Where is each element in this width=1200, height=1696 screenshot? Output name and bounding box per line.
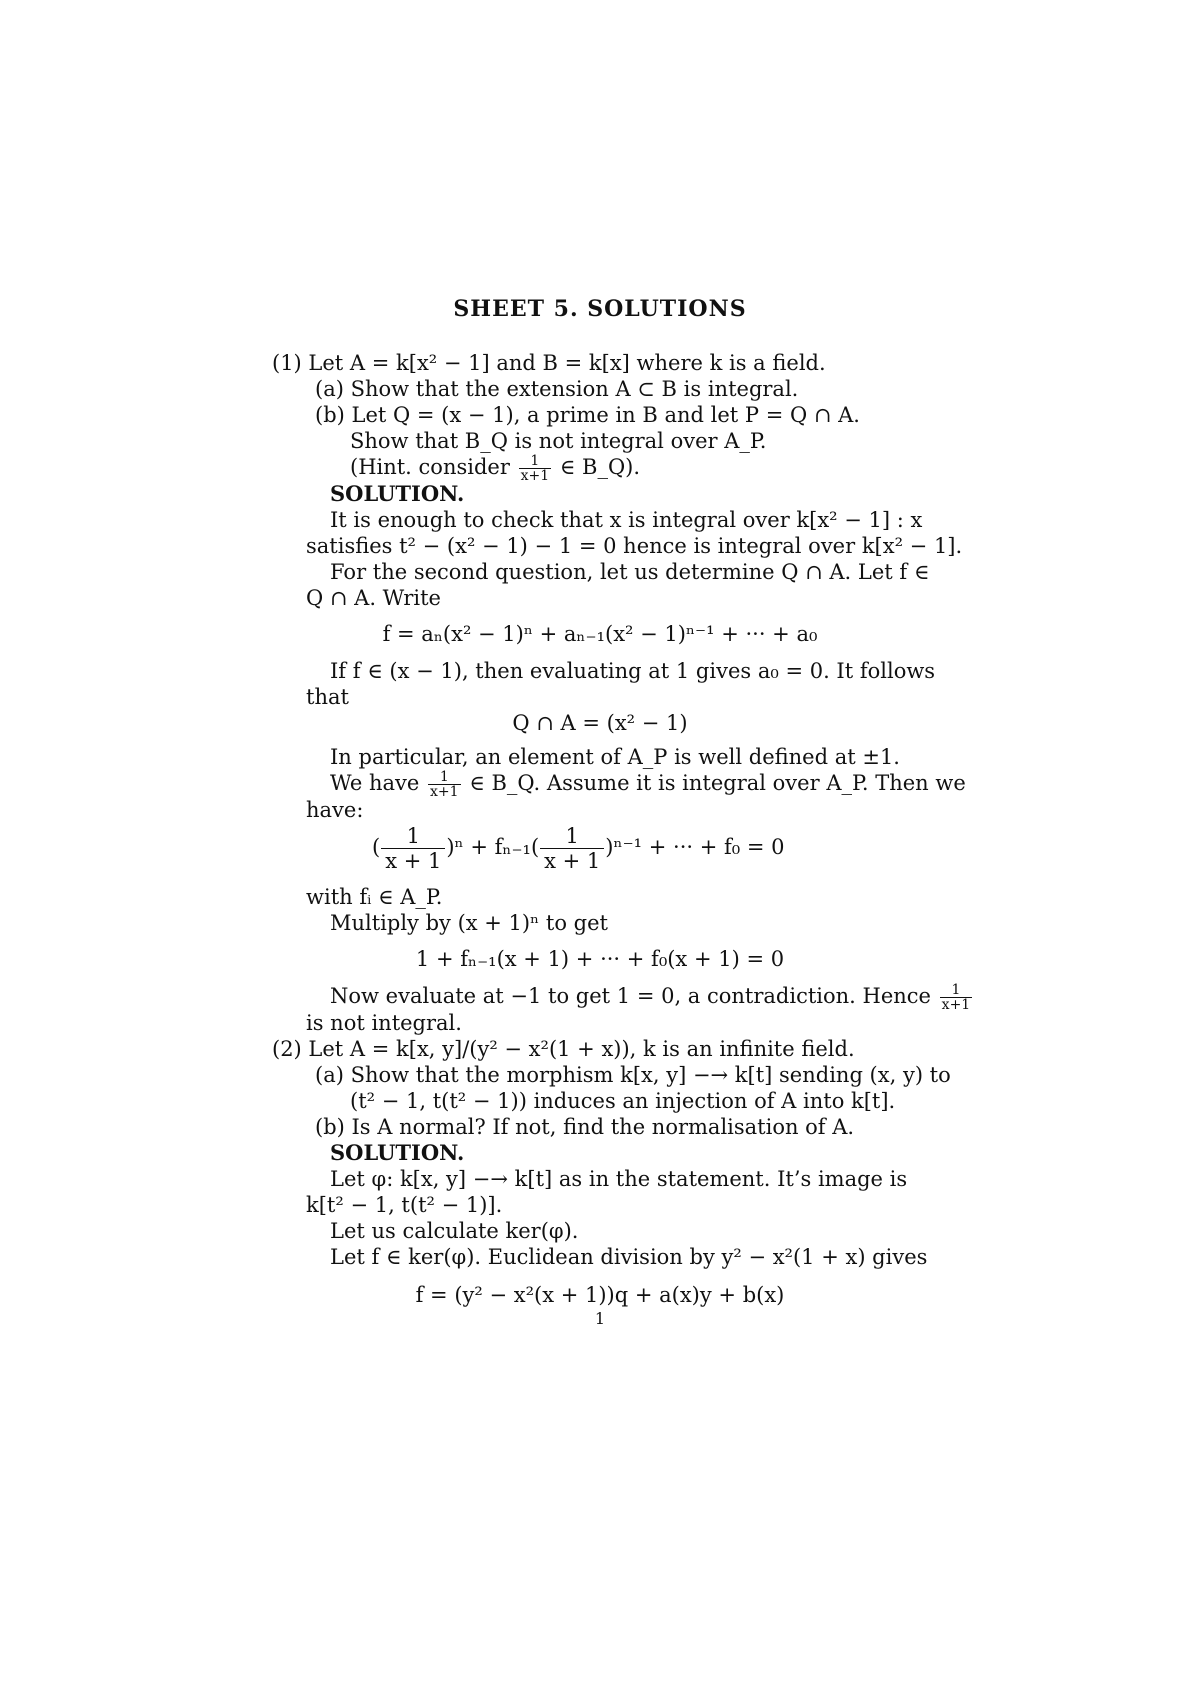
- problem-1-statement: (1) Let A = k[x² − 1] and B = k[x] where k is a field.: [272, 351, 826, 375]
- fraction-numerator: 1: [381, 824, 445, 849]
- big-fraction-1: [381, 824, 445, 873]
- solution-1-line-6: that: [306, 685, 349, 709]
- fraction-denominator: x+1: [430, 784, 459, 800]
- equation-integral-relation: [372, 824, 785, 873]
- hint-fraction: [519, 454, 552, 483]
- fraction-numerator: 1: [540, 824, 604, 849]
- problem-1a: (a) Show that the extension A ⊂ B is integral.: [315, 377, 799, 401]
- fraction-denominator: x + 1: [385, 849, 442, 873]
- solution-heading-1: SOLUTION.: [330, 481, 465, 506]
- hint-suffix: ∈ B_Q).: [559, 455, 641, 479]
- problem-1-hint: [350, 454, 640, 483]
- fraction-denominator: x + 1: [544, 849, 601, 873]
- solution-2-line-4: Let f ∈ ker(φ). Euclidean division by y² − x²(1 + x) gives: [330, 1245, 928, 1269]
- page-number: 1: [594, 1309, 606, 1328]
- equation-end: )ⁿ⁻¹ + ··· + f₀ = 0: [605, 835, 785, 859]
- problem-2a: (a) Show that the morphism k[x, y] −→ k[t] sending (x, y) to: [315, 1063, 951, 1087]
- problem-1b: (b) Let Q = (x − 1), a prime in B and let P = Q ∩ A.: [315, 403, 860, 427]
- we-have-prefix: We have: [330, 771, 420, 795]
- fraction-numerator: 1: [940, 983, 973, 998]
- page-title: SHEET 5. SOLUTIONS: [453, 296, 747, 322]
- problem-2b: (b) Is A normal? If not, find the normalisation of A.: [315, 1115, 855, 1139]
- solution-1-line-3: For the second question, let us determine Q ∩ A. Let f ∈: [330, 560, 930, 584]
- fraction-denominator: x+1: [941, 997, 971, 1013]
- solution-1-line-13: is not integral.: [306, 1011, 462, 1035]
- contradiction-text: Now evaluate at −1 to get 1 = 0, a contradiction. Hence: [330, 984, 931, 1008]
- equation-multiplied: 1 + fₙ₋₁(x + 1) + ··· + f₀(x + 1) = 0: [415, 947, 785, 971]
- big-fraction-2: [540, 824, 604, 873]
- fraction-numerator: 1: [428, 770, 461, 785]
- equation-f-expansion: f = aₙ(x² − 1)ⁿ + aₙ₋₁(x² − 1)ⁿ⁻¹ + ··· + a₀: [382, 622, 818, 646]
- solution-1-line-2: satisfies t² − (x² − 1) − 1 = 0 hence is integral over k[x² − 1].: [306, 534, 963, 558]
- solution-2-line-2: k[t² − 1, t(t² − 1)].: [306, 1193, 503, 1217]
- solution-2-line-1: Let φ: k[x, y] −→ k[t] as in the statement. It’s image is: [330, 1167, 908, 1191]
- solution-1-line-5: If f ∈ (x − 1), then evaluating at 1 gives a₀ = 0. It follows: [330, 659, 936, 683]
- solution-1-line-7: In particular, an element of A_P is well defined at ±1.: [330, 745, 900, 769]
- solution-1-line-9: have:: [306, 798, 364, 822]
- equation-middle: )ⁿ + fₙ₋₁(: [446, 835, 540, 859]
- solution-heading-2: SOLUTION.: [330, 1140, 465, 1165]
- problem-2-statement: (2) Let A = k[x, y]/(y² − x²(1 + x)), k is an infinite field.: [272, 1037, 855, 1061]
- solution-1-line-11: Multiply by (x + 1)ⁿ to get: [330, 911, 608, 935]
- solution-1-line-4: Q ∩ A. Write: [306, 586, 441, 610]
- we-have-fraction: [428, 770, 461, 799]
- hint-prefix: (Hint. consider: [350, 455, 510, 479]
- solution-2-line-3: Let us calculate ker(φ).: [330, 1219, 579, 1243]
- fraction-numerator: 1: [519, 454, 552, 469]
- equation-euclidean-division: f = (y² − x²(x + 1))q + a(x)y + b(x): [415, 1283, 785, 1307]
- problem-1b-line2: Show that B_Q is not integral over A_P.: [350, 429, 767, 453]
- we-have-suffix: ∈ B_Q. Assume it is integral over A_P. Then we: [469, 771, 966, 795]
- solution-1-line-10: with fᵢ ∈ A_P.: [306, 885, 443, 909]
- contradiction-fraction: [940, 983, 973, 1012]
- problem-2a-line2: (t² − 1, t(t² − 1)) induces an injection of A into k[t].: [350, 1089, 896, 1113]
- equation-intersection: Q ∩ A = (x² − 1): [512, 711, 688, 735]
- solution-1-line-8: [330, 770, 966, 799]
- fraction-denominator: x+1: [520, 468, 550, 484]
- solution-1-line-12: [330, 983, 974, 1012]
- solution-1-line-1: It is enough to check that x is integral over k[x² − 1] : x: [330, 508, 923, 532]
- open-paren: (: [372, 835, 381, 859]
